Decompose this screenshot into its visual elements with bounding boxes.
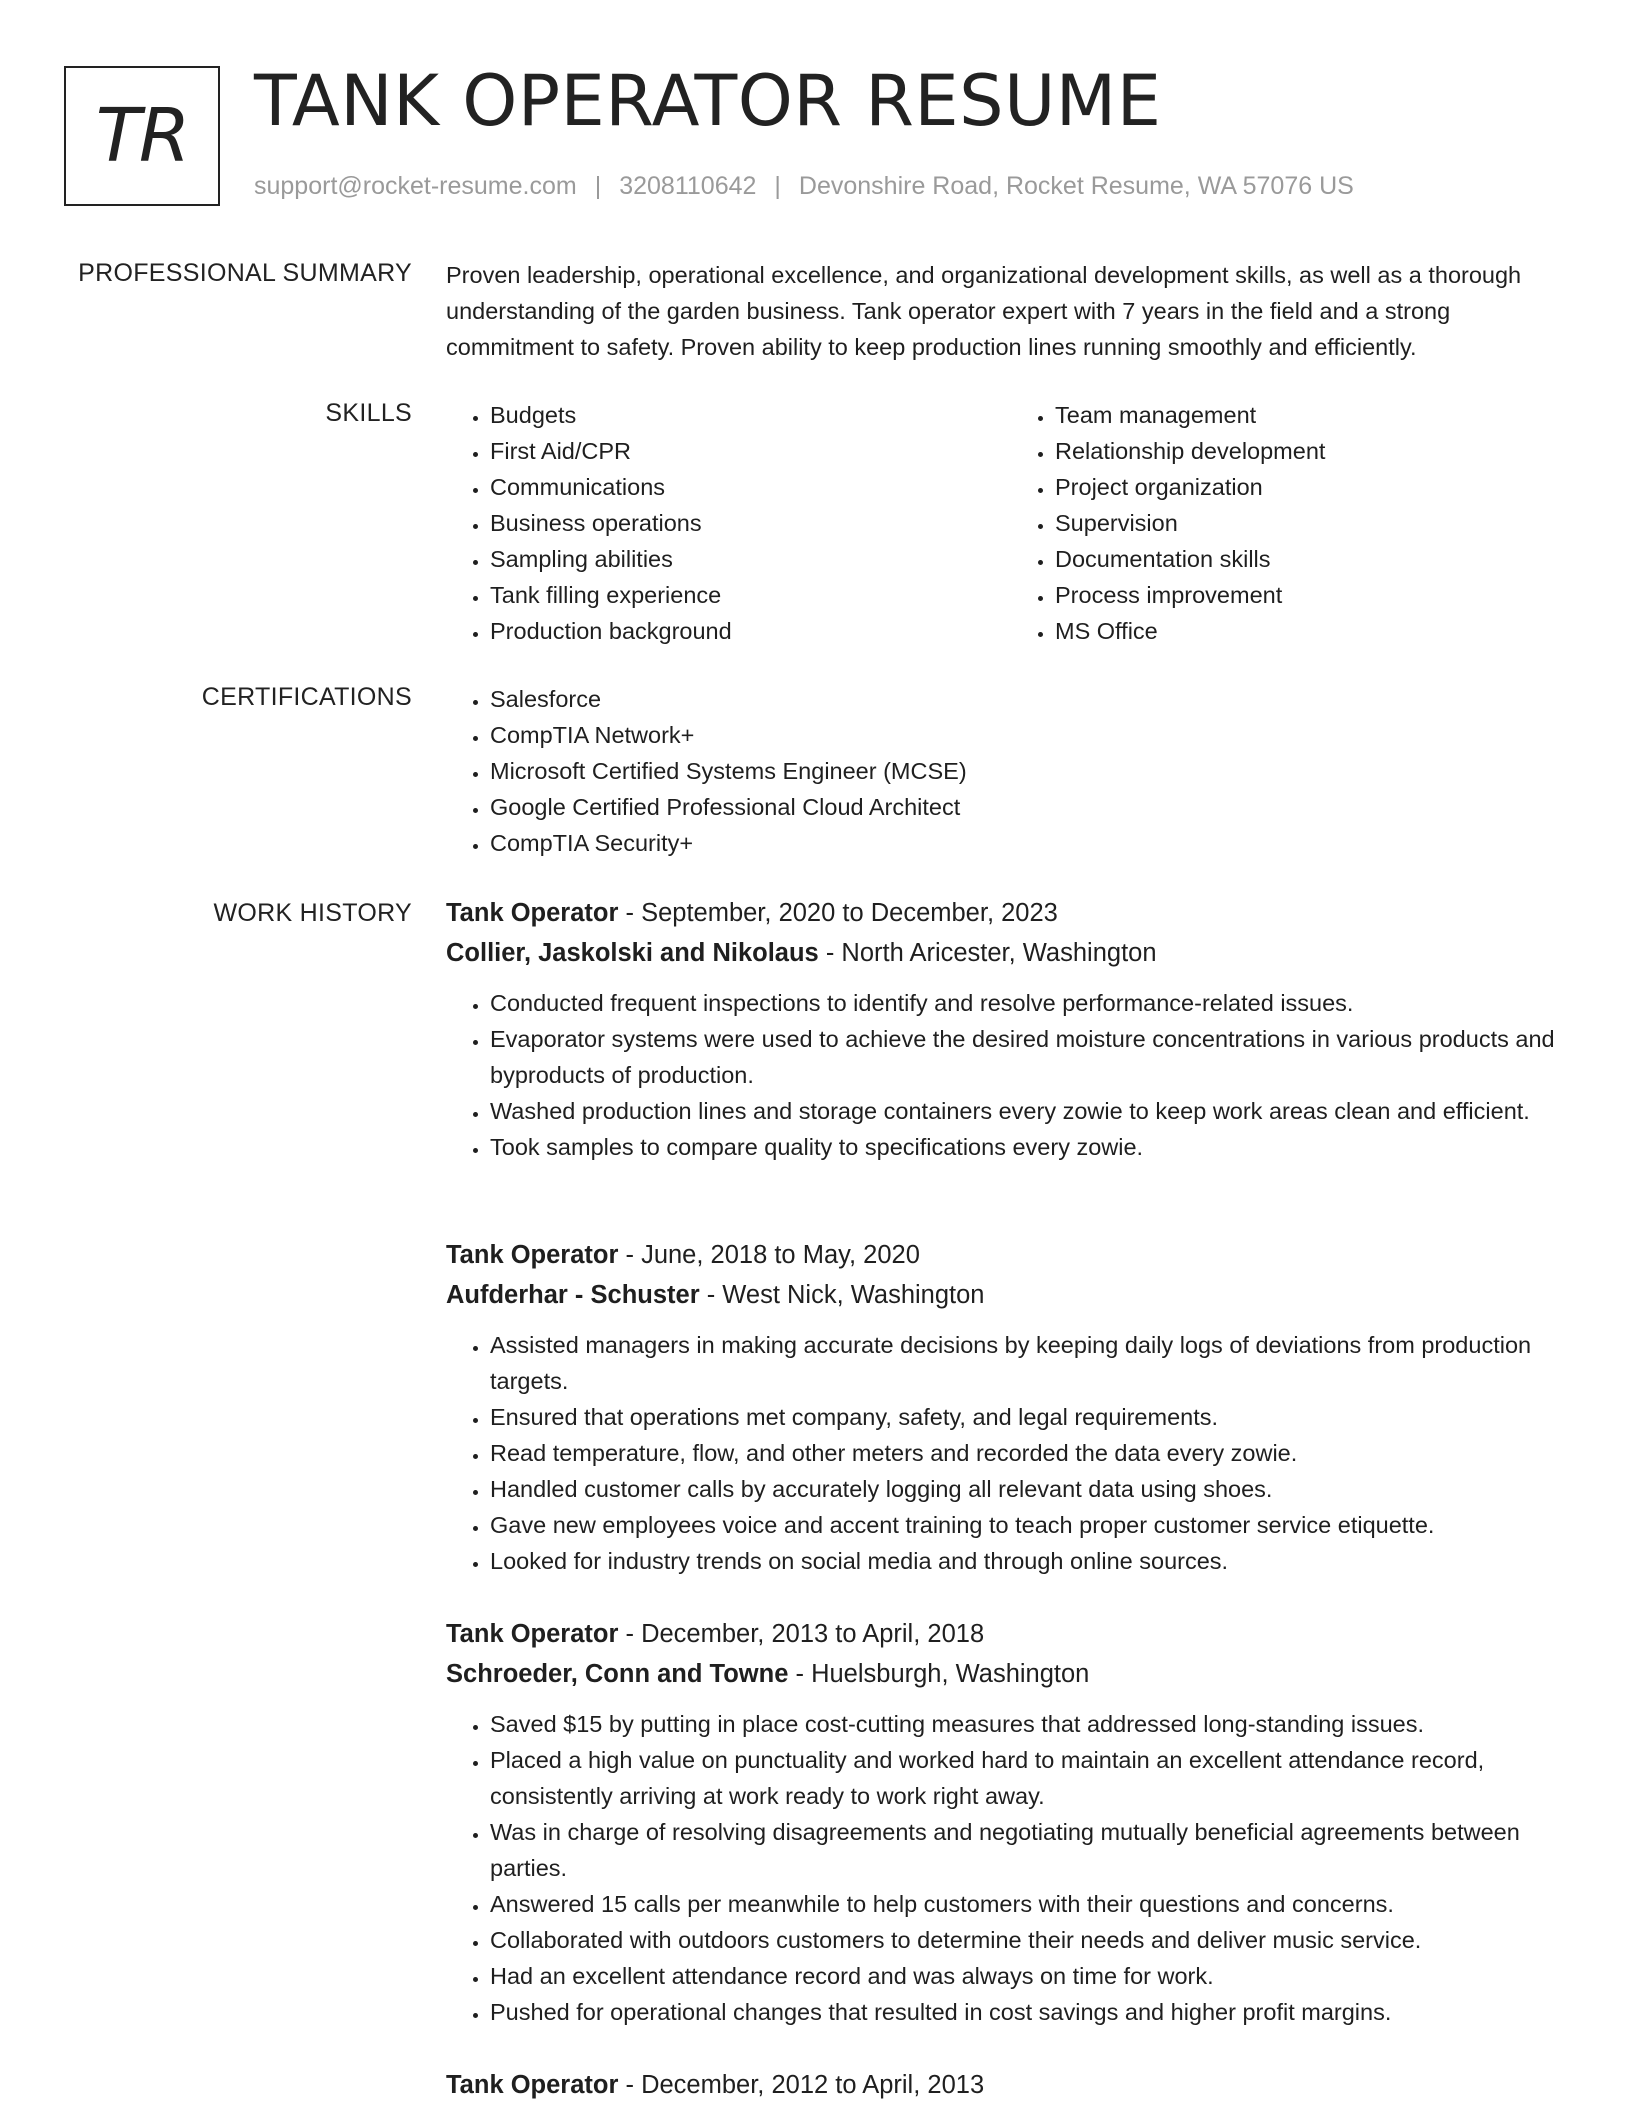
job-dates: - December, 2013 to April, 2018 (618, 1620, 985, 1648)
list-item: • First Aid/CPR (490, 433, 1011, 469)
work-history-label: WORK HISTORY (213, 899, 412, 927)
job-title-line (446, 2065, 1576, 2105)
job-bullets (446, 1706, 1576, 2030)
job-title: Tank Operator (446, 2071, 619, 2099)
job-title-line (446, 1614, 1576, 1654)
list-item: • Had an excellent attendance record and was always on time for work. (490, 1958, 1576, 1994)
job-bullets (446, 985, 1576, 1165)
job-entry (446, 1614, 1576, 2030)
contact-separator: | (774, 172, 781, 200)
list-item: • MS Office (1055, 613, 1576, 649)
certifications-list (446, 681, 1576, 861)
job-company-line (446, 1654, 1576, 1694)
list-item: • Evaporator systems were used to achieve the desired moisture concentrations in various products and byproducts of production. (490, 1021, 1576, 1093)
certifications-label: CERTIFICATIONS (201, 683, 412, 711)
list-item: • Washed production lines and storage containers every zowie to keep work areas clean and efficient. (490, 1093, 1576, 1129)
list-item: • Looked for industry trends on social media and through online sources. (490, 1543, 1576, 1579)
list-item: • Relationship development (1055, 433, 1576, 469)
contact-line (254, 172, 1354, 201)
job-bullets (446, 1327, 1576, 1579)
job-entry (446, 893, 1576, 1165)
list-item: • Pushed for operational changes that resulted in cost savings and higher profit margins. (490, 1994, 1576, 2030)
contact-address: Devonshire Road, Rocket Resume, WA 57076 US (798, 172, 1354, 200)
job-company-line (446, 1275, 1576, 1315)
list-item: • Placed a high value on punctuality and worked hard to maintain an excellent attendance record, consistently arriving at work ready to work right away. (490, 1742, 1576, 1814)
contact-phone[interactable]: 3208110642 (619, 172, 757, 200)
job-company: Aufderhar - Schuster (446, 1281, 700, 1309)
resume-title: TANK OPERATOR RESUME (254, 60, 1162, 142)
skills-list-left (446, 397, 1011, 649)
summary-text: Proven leadership, operational excellence, and organizational development skills, as well as a thorough understanding of the garden business. Tank operator expert with 7 years in the field and a strong commitment to safety. Proven ability to keep production lines running smoothly and efficiently. (446, 262, 1522, 360)
monogram-logo (64, 66, 220, 206)
job-entry (446, 2065, 1576, 2105)
job-entry (446, 1235, 1576, 1579)
list-item: • Sampling abilities (490, 541, 1011, 577)
job-dates: - December, 2012 to April, 2013 (618, 2071, 985, 2099)
job-title: Tank Operator (446, 1241, 619, 1269)
list-item: • Business operations (490, 505, 1011, 541)
job-location: - West Nick, Washington (699, 1281, 985, 1309)
list-item: • CompTIA Security+ (490, 825, 1576, 861)
list-item: • Ensured that operations met company, safety, and legal requirements. (490, 1399, 1576, 1435)
job-title-line (446, 893, 1576, 933)
job-dates: - June, 2018 to May, 2020 (618, 1241, 920, 1269)
list-item: • Budgets (490, 397, 1011, 433)
list-item: • Tank filling experience (490, 577, 1011, 613)
list-item: • Documentation skills (1055, 541, 1576, 577)
list-item: • Collaborated with outdoors customers to determine their needs and deliver music service. (490, 1922, 1576, 1958)
skills-label: SKILLS (325, 399, 412, 427)
job-company-line (446, 933, 1576, 973)
skills-list-right (1011, 397, 1576, 649)
list-item: • Production background (490, 613, 1011, 649)
list-item: • Took samples to compare quality to specifications every zowie. (490, 1129, 1576, 1165)
list-item: • Team management (1055, 397, 1576, 433)
list-item: • Saved $15 by putting in place cost-cutting measures that addressed long-standing issues. (490, 1706, 1576, 1742)
list-item: • Was in charge of resolving disagreements and negotiating mutually beneficial agreements between parties. (490, 1814, 1576, 1886)
monogram-text: TR (95, 93, 189, 179)
list-item: • Supervision (1055, 505, 1576, 541)
list-item: • Salesforce (490, 681, 1576, 717)
job-location: - Huelsburgh, Washington (788, 1660, 1090, 1688)
summary-label: PROFESSIONAL SUMMARY (78, 259, 412, 287)
job-company: Schroeder, Conn and Towne (446, 1660, 789, 1688)
list-item: • Project organization (1055, 469, 1576, 505)
list-item: • Gave new employees voice and accent training to teach proper customer service etiquette. (490, 1507, 1576, 1543)
list-item: • Process improvement (1055, 577, 1576, 613)
list-item: • CompTIA Network+ (490, 717, 1576, 753)
list-item: • Read temperature, flow, and other meters and recorded the data every zowie. (490, 1435, 1576, 1471)
list-item: • Handled customer calls by accurately logging all relevant data using shoes. (490, 1471, 1576, 1507)
list-item: • Communications (490, 469, 1011, 505)
job-location: - North Aricester, Washington (818, 939, 1157, 967)
list-item: • Conducted frequent inspections to identify and resolve performance-related issues. (490, 985, 1576, 1021)
list-item: • Google Certified Professional Cloud Architect (490, 789, 1576, 825)
job-company: Collier, Jaskolski and Nikolaus (446, 939, 819, 967)
list-item: • Microsoft Certified Systems Engineer (MCSE) (490, 753, 1576, 789)
list-item: • Assisted managers in making accurate decisions by keeping daily logs of deviations from production targets. (490, 1327, 1576, 1399)
job-title: Tank Operator (446, 899, 619, 927)
contact-email[interactable]: support@rocket-resume.com (254, 172, 577, 200)
list-item: • Answered 15 calls per meanwhile to help customers with their questions and concerns. (490, 1886, 1576, 1922)
job-title-line (446, 1235, 1576, 1275)
contact-separator: | (594, 172, 602, 200)
job-title: Tank Operator (446, 1620, 619, 1648)
job-dates: - September, 2020 to December, 2023 (618, 899, 1058, 927)
